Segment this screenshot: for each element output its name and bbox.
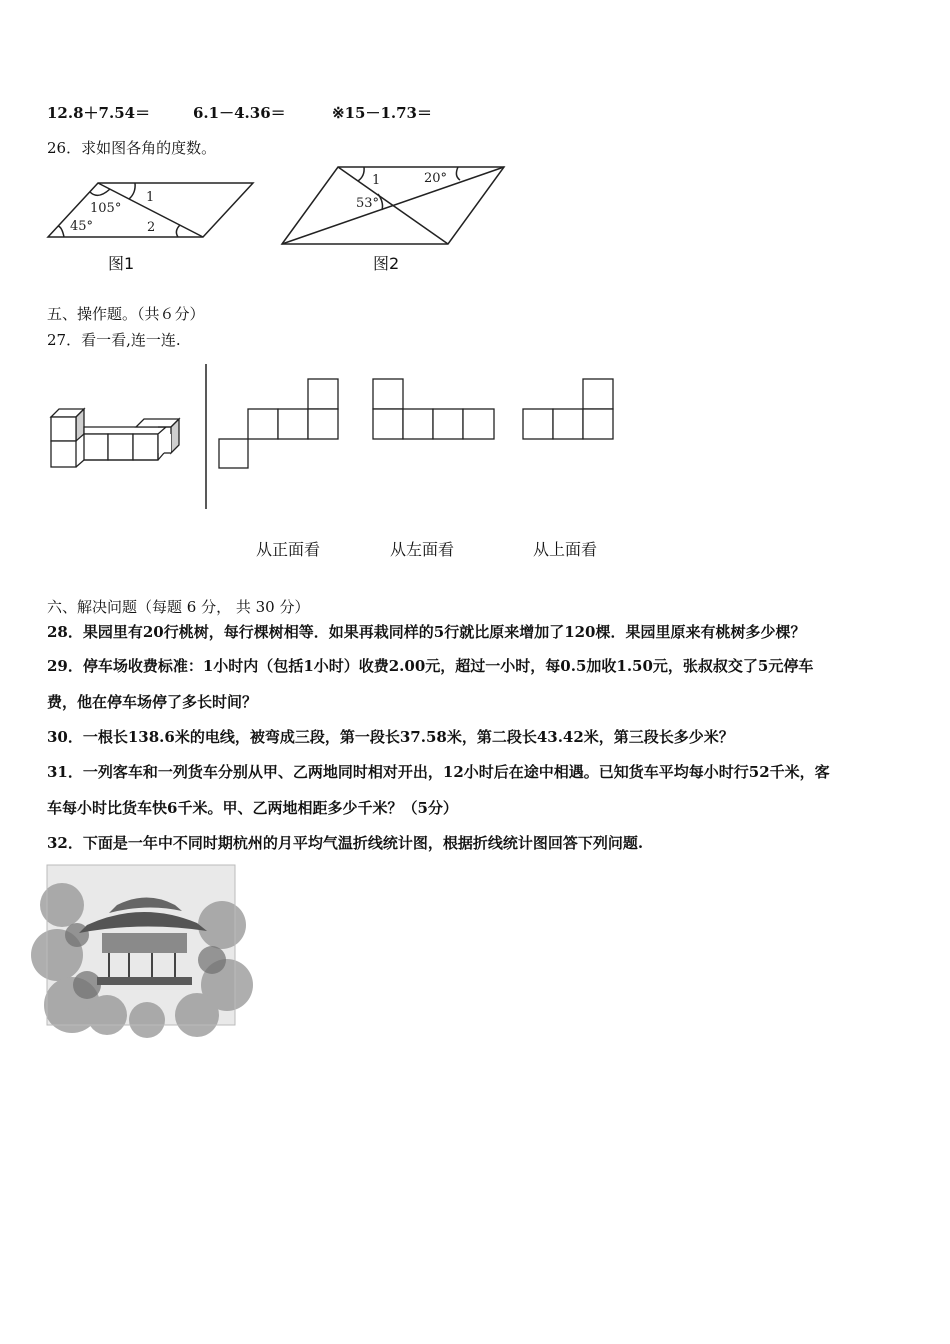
- q26-text: 26．求如图各角的度数。: [47, 139, 217, 157]
- fig2-arc-20: [456, 167, 460, 180]
- view-label-front: 从正面看: [256, 540, 321, 559]
- pavilion-photo: [47, 865, 235, 1025]
- view-diagram-1: [218, 378, 340, 470]
- q30-text: 30．一根长138.6米的电线，被弯成三段，第一段长37.58米，第二段长43.42米，第三段长多少米？: [47, 728, 734, 746]
- q29-text-a: 29．停车场收费标准：1小时内（包括1小时）收费2.00元，超过一小时，每0.5加收1.50元，张叔叔交了5元停车: [47, 657, 814, 675]
- fig2-angle-20: 20°: [424, 171, 448, 186]
- fig2-caption: 图2: [373, 254, 400, 273]
- q27-text: 27．看一看,连一连.: [47, 331, 181, 349]
- q31-text-b: 车每小时比货车快6千米。甲、乙两地相距多少千米？（5分）: [47, 799, 458, 817]
- q28-text: 28．果园里有20行桃树，每行棵树相等．如果再栽同样的5行就比原来增加了120棵．果园里原来有桃树多少棵？: [47, 623, 806, 641]
- fig2-diagonal-b: [282, 167, 504, 244]
- fig1-label-1: 1: [146, 190, 155, 205]
- q32-text: 32．下面是一年中不同时期杭州的月平均气温折线统计图，根据折线统计图回答下列问题.: [47, 834, 644, 852]
- fig2-label-1: 1: [372, 173, 381, 188]
- q29-text-b: 费，他在停车场停了多长时间？: [47, 693, 258, 711]
- fig1-label-2: 2: [147, 220, 156, 235]
- fig1-angle-45: 45°: [70, 219, 94, 234]
- view-label-left: 从左面看: [390, 540, 455, 559]
- calc-3: ※15－1.73＝: [332, 104, 432, 122]
- calc-2: 6.1－4.36＝: [193, 104, 286, 122]
- figure-2: [278, 162, 513, 252]
- view-diagram-3: [522, 378, 615, 440]
- fig1-angle-105: 105°: [90, 201, 122, 216]
- q31-text-a: 31．一列客车和一列货车分别从甲、乙两地同时相对开出，12小时后在途中相遇。已知货车平均每小时行52千米，客: [47, 763, 830, 781]
- section6-title: 六、解决问题（每题 6 分， 共 30 分）: [47, 598, 310, 616]
- fig1-arc-45: [58, 226, 64, 237]
- fig2-arc-1: [358, 167, 364, 181]
- section5-title: 五、操作题。（共６分）: [47, 305, 205, 323]
- calc-1: 12.8＋7.54＝: [47, 104, 151, 122]
- fig1-arc-2: [176, 225, 180, 237]
- fig1-arc-105: [90, 189, 110, 195]
- fig1-caption: 图1: [108, 254, 135, 273]
- fig2-angle-53: 53°: [356, 196, 380, 211]
- view-diagram-2: [372, 378, 496, 440]
- figure-1: [40, 175, 270, 275]
- view-label-top: 从上面看: [533, 540, 598, 559]
- cube-solid: [46, 400, 186, 472]
- fig1-arc-1: [129, 183, 135, 199]
- separator-line: [204, 364, 208, 509]
